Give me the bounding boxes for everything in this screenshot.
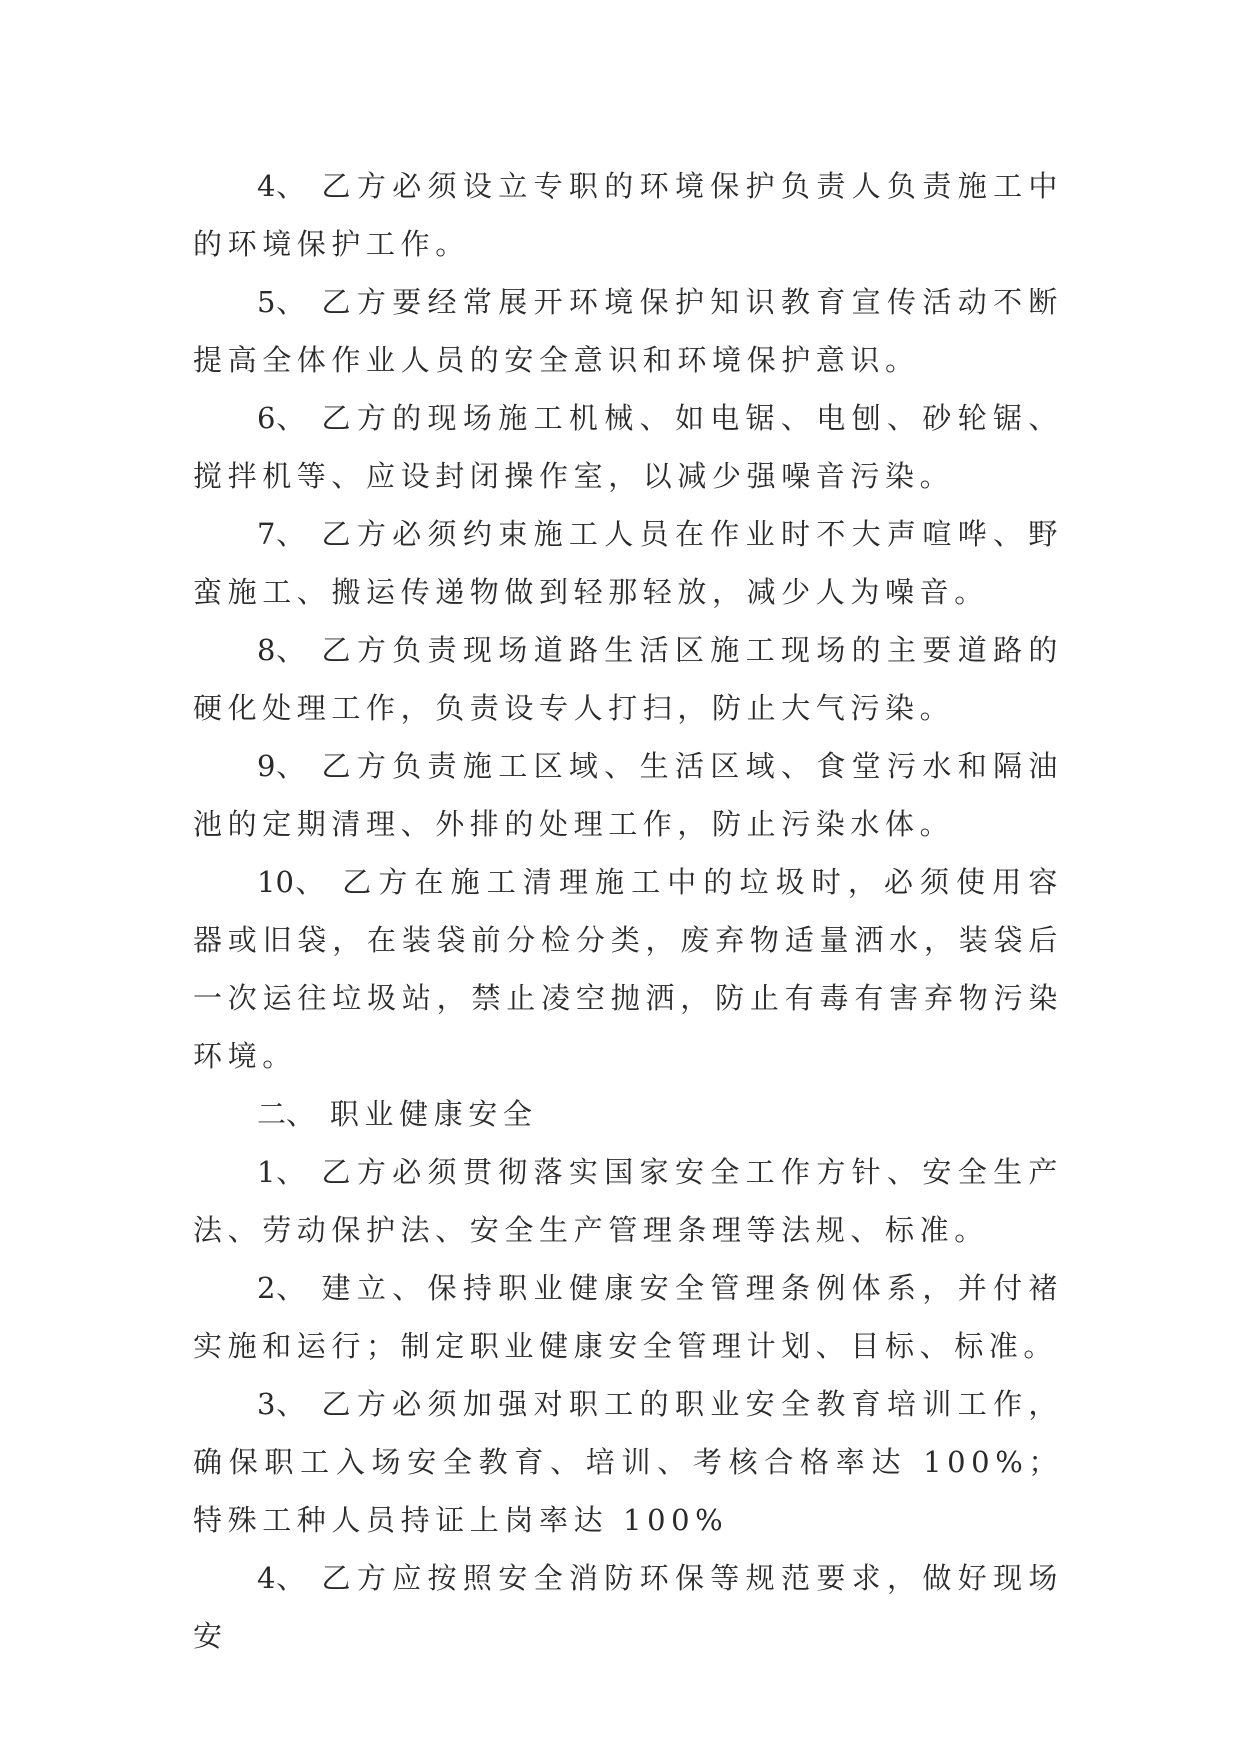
paragraph-health-3 [193,1375,1063,1549]
document-body [193,157,1063,1665]
paragraph-env-5 [193,273,1063,389]
paragraph-number: 2、 [257,1271,306,1305]
paragraph-text: 乙方必须设立专职的环境保护负责人负责施工中的环境保护工作。 [193,169,1064,261]
paragraph-number: 4、 [257,1561,306,1595]
paragraph-env-6 [193,389,1063,505]
paragraph-text: 乙方负责现场道路生活区施工现场的主要道路的硬化处理工作，负责设专人打扫，防止大气污染。 [193,633,1064,725]
section-heading-occupational-health [193,1085,1063,1143]
paragraph-text: 乙方在施工清理施工中的垃圾时，必须使用容器或旧袋，在装袋前分检分类，废弃物适量洒水，装袋后一次运往垃圾站，禁止凌空抛洒，防止有毒有害弃物污染环境。 [193,865,1063,1073]
paragraph-number: 6、 [257,401,306,435]
paragraph-env-9 [193,737,1063,853]
paragraph-text: 乙方负责施工区域、生活区域、食堂污水和隔油池的定期清理、外排的处理工作，防止污染水体。 [193,749,1064,841]
paragraph-health-4 [193,1549,1063,1665]
paragraph-number: 10、 [257,865,326,899]
paragraph-text: 乙方必须约束施工人员在作业时不大声喧哗、野蛮施工、搬运传递物做到轻那轻放，减少人为噪音。 [193,517,1064,609]
paragraph-number: 7、 [257,517,306,551]
paragraph-env-7 [193,505,1063,621]
paragraph-number: 5、 [257,285,306,319]
paragraph-text: 乙方必须贯彻落实国家安全工作方针、安全生产法、劳动保护法、安全生产管理条理等法规、标准。 [193,1155,1064,1247]
section-title: 职业健康安全 [315,1097,538,1131]
paragraph-text: 乙方必须加强对职工的职业安全教育培训工作，确保职工入场安全教育、培训、考核合格率达 100%；特殊工种人员持证上岗率达 100% [193,1387,1064,1537]
paragraph-text: 建立、保持职业健康安全管理条例体系，并付褚实施和运行；制定职业健康安全管理计划、目标、标准。 [193,1271,1064,1363]
paragraph-text: 乙方要经常展开环境保护知识教育宣传活动不断提高全体作业人员的安全意识和环境保护意识。 [193,285,1064,377]
paragraph-text: 乙方应按照安全消防环保等规范要求，做好现场安 [193,1561,1064,1653]
paragraph-number: 1、 [257,1155,306,1189]
paragraph-number: 3、 [257,1387,306,1421]
paragraph-env-4 [193,157,1063,273]
paragraph-number: 4、 [257,169,306,203]
paragraph-health-1 [193,1143,1063,1259]
paragraph-number: 9、 [257,749,306,783]
paragraph-env-10 [193,853,1063,1085]
paragraph-env-8 [193,621,1063,737]
section-number: 二、 [257,1097,316,1131]
paragraph-number: 8、 [257,633,306,667]
paragraph-text: 乙方的现场施工机械、如电锯、电刨、砂轮锯、搅拌机等、应设封闭操作室，以减少强噪音污染。 [193,401,1064,493]
paragraph-health-2 [193,1259,1063,1375]
